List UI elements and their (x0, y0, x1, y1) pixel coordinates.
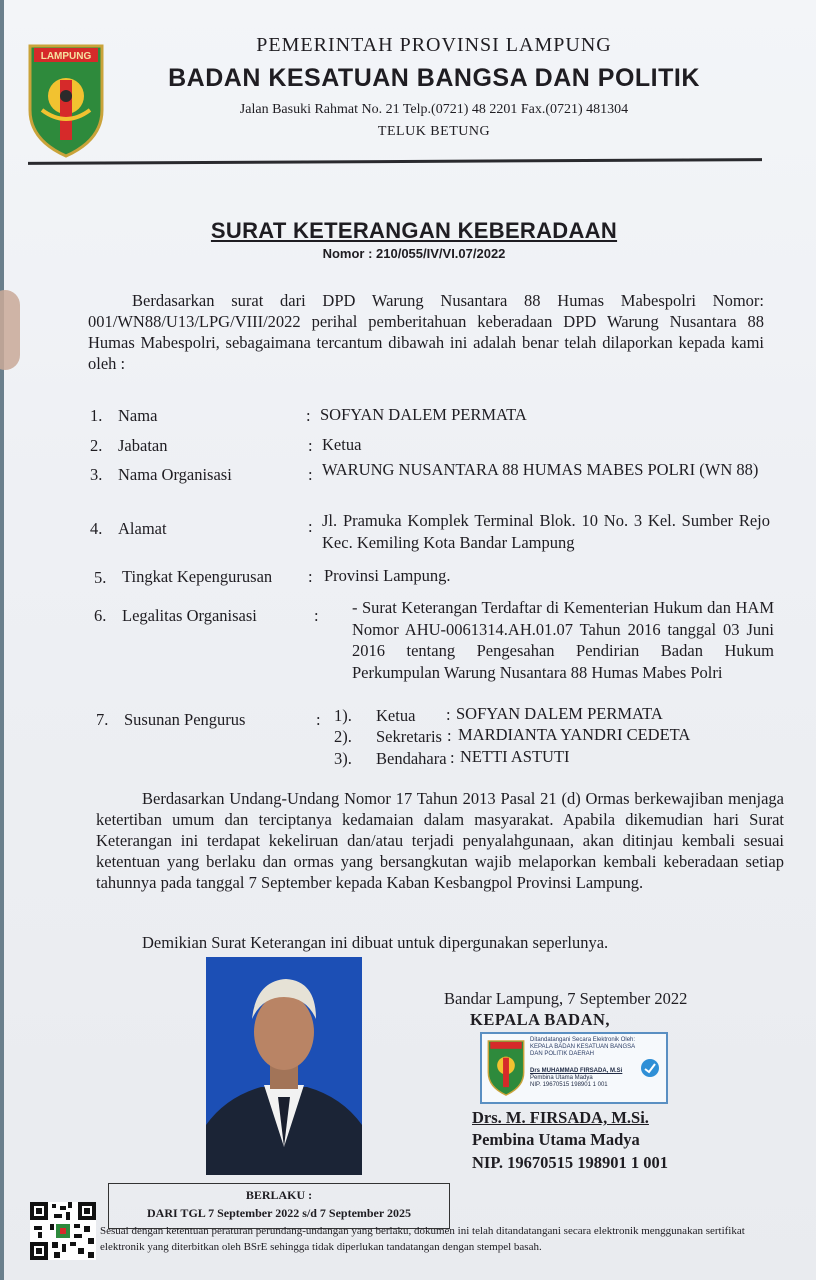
pengurus-colon: : (447, 726, 452, 745)
field-label: Jabatan (118, 436, 168, 455)
field-colon: : (314, 606, 319, 625)
stamp-signer-rank: Pembina Utama Madya (530, 1075, 593, 1081)
stamp-line: DAN POLITIK DAERAH (530, 1051, 595, 1057)
letterhead-divider (28, 158, 762, 165)
field-number: 4. (90, 519, 103, 538)
field-colon: : (306, 406, 311, 425)
field-number: 3. (90, 465, 103, 484)
field-label: Legalitas Organisasi (122, 606, 257, 625)
electronic-signature-note: Sesuai dengan ketentuan peraturan perundang-undangan yang berlaku, dokumen ini telah ditandatangani secara elektronik menggunakan sertifikat elektronik yang diterbitkan oleh BSrE sehingga tidak diperlukan tandatangan dengan stempel basah. (100, 1225, 745, 1253)
field-label: Susunan Pengurus (124, 710, 246, 729)
validity-range: DARI TGL 7 September 2022 s/d 7 September 2025 (146, 1206, 411, 1220)
field-colon: : (308, 436, 313, 455)
agency-name: BADAN KESATUAN BANGSA DAN POLITIK (168, 64, 700, 92)
field-label: Nama (118, 406, 158, 425)
field-number: 1. (90, 406, 103, 425)
intro-paragraph: Berdasarkan surat dari DPD Warung Nusantara 88 Humas Mabespolri Nomor: 001/WN88/U13/LPG/VIII/2022 perihal pemberitahuan keberadaan DPD Warung Nusantara 88 Humas Mabespolri, sebagaimana tercantum dibawah ini adalah benar telah dilaporkan kepada kami oleh : (88, 291, 764, 373)
validity-label: BERLAKU : (245, 1188, 313, 1202)
pengurus-name: MARDIANTA YANDRI CEDETA (458, 725, 691, 744)
electronic-signature-stamp (480, 1032, 668, 1104)
pengurus-number: 1). (334, 706, 352, 725)
lampung-crest-icon (486, 1038, 526, 1096)
pengurus-number: 2). (334, 727, 352, 746)
pengurus-colon: : (446, 705, 451, 724)
field-value: SOFYAN DALEM PERMATA (320, 405, 527, 424)
agency-address: Jalan Basuki Rahmat No. 21 Telp.(0721) 48 2201 Fax.(0721) 481304 (239, 102, 629, 117)
pengurus-number: 3). (334, 749, 352, 768)
pengurus-role: Ketua (376, 706, 416, 725)
pengurus-name: SOFYAN DALEM PERMATA (456, 704, 663, 723)
government-name: PEMERINTAH PROVINSI LAMPUNG (256, 34, 612, 56)
field-value: WARUNG NUSANTARA 88 HUMAS MABES POLRI (WN 88) (322, 460, 759, 479)
signer-name: Drs. M. FIRSADA, M.Si. (472, 1108, 649, 1127)
stamp-line: KEPALA BADAN KESATUAN BANGSA (530, 1044, 636, 1050)
field-colon: : (308, 517, 313, 536)
field-value: Jl. Pramuka Komplek Terminal Blok. 10 No. 3 Kel. Sumber Rejo Kec. Kemiling Kota Bandar Lampung (322, 511, 770, 552)
signer-nip: NIP. 19670515 198901 1 001 (472, 1153, 669, 1172)
field-label: Nama Organisasi (118, 465, 232, 484)
stamp-signer-name: Drs MUHAMMAD FIRSADA, M.Si (530, 1068, 623, 1074)
field-value: - Surat Keterangan Terdaftar di Kementerian Hukum dan HAM Nomor AHU-0061314.AH.01.07 Tahun 2016 tanggal 03 Juni 2016 tentang Pengesahan Pendirian Badan Hukum Perkumpulan Warung Nusantara 88 Humas Mabes Polri (352, 598, 774, 682)
stamp-signer-nip: NIP. 19670515 198901 1 001 (530, 1082, 608, 1088)
lampung-crest-icon (26, 40, 106, 158)
field-value: Ketua (322, 435, 362, 454)
logo-text: LAMPUNG (40, 51, 92, 62)
closing-sentence: Demikian Surat Keterangan ini dibuat untuk dipergunakan seperlunya. (142, 933, 609, 952)
pengurus-role: Bendahara (376, 749, 447, 768)
field-colon: : (316, 710, 321, 729)
pengurus-colon: : (450, 748, 455, 767)
field-number: 5. (94, 568, 107, 587)
finger-shadow (0, 290, 20, 370)
stamp-line: Ditandatangani Secara Elektronik Oleh: (530, 1037, 636, 1043)
bsre-check-icon (640, 1058, 660, 1078)
field-label: Tingkat Kepengurusan (122, 567, 273, 586)
field-label: Alamat (118, 519, 167, 538)
legal-basis-paragraph: Berdasarkan Undang-Undang Nomor 17 Tahun 2013 Pasal 21 (d) Ormas berkewajiban menjaga ketertiban umum dan terciptanya kedamaian dalam masyarakat. Apabila dikemudian hari Surat Keterangan ini terdapat kekeliruan dan/atau terjadi penyalahgunaan, akan ditinjau kembali sesuai ketentuan yang berlaku dan ormas yang bersangkutan wajib melaporkan kembali keberadaan setiap tahunnya pada tanggal 7 September kepada Kaban Kesbangpol Provinsi Lampung. (96, 789, 784, 892)
field-number: 7. (96, 710, 109, 729)
field-number: 6. (94, 606, 107, 625)
field-value: Provinsi Lampung. (324, 566, 451, 585)
signature-place-date: Bandar Lampung, 7 September 2022 (444, 989, 688, 1008)
field-colon: : (308, 465, 313, 484)
document-page (4, 0, 816, 1280)
member-photo (206, 957, 362, 1175)
qr-code (30, 1202, 96, 1260)
field-number: 2. (90, 436, 103, 455)
signer-rank: Pembina Utama Madya (472, 1130, 640, 1149)
letter-number: Nomor : 210/055/IV/VI.07/2022 (322, 246, 506, 261)
field-colon: : (308, 567, 313, 586)
signature-position: KEPALA BADAN, (470, 1010, 611, 1029)
pengurus-role: Sekretaris (376, 727, 442, 746)
pengurus-name: NETTI ASTUTI (460, 747, 570, 766)
letter-title: SURAT KETERANGAN KEBERADAAN (210, 218, 618, 243)
agency-city: TELUK BETUNG (377, 124, 491, 139)
